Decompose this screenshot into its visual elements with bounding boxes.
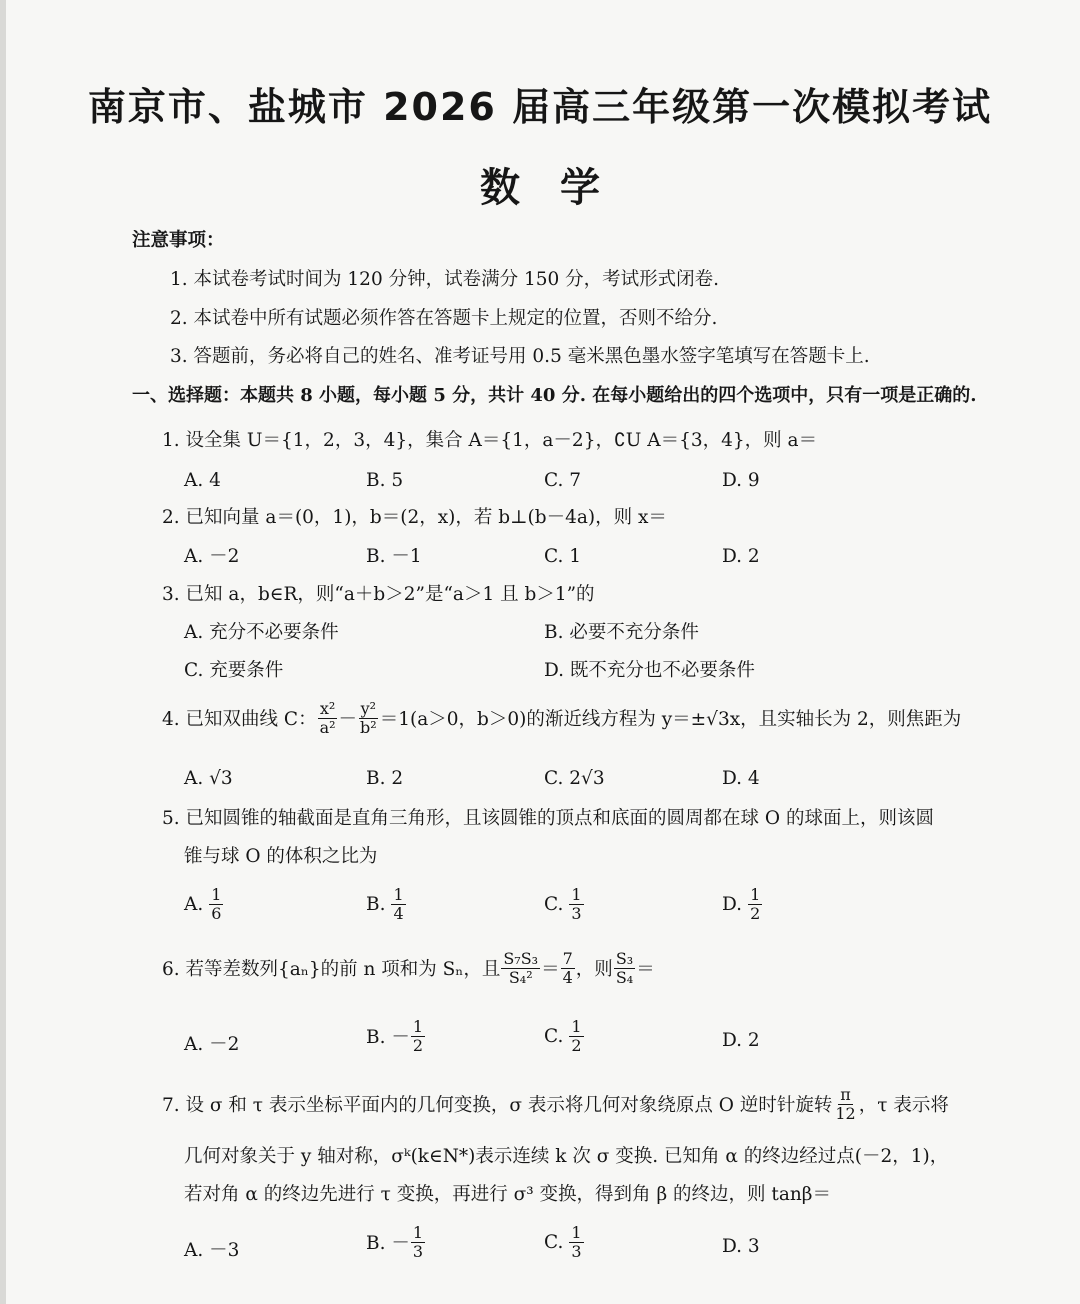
q5-frac-d — [748, 886, 762, 922]
q7-pi-num: π — [840, 1085, 851, 1104]
q6-f2-num: 7 — [562, 949, 573, 968]
q7-option-d — [722, 1236, 760, 1257]
q6-label-c: C. — [544, 1025, 564, 1047]
q6-eq: ＝ — [541, 959, 560, 981]
q6-frac-c — [569, 1018, 583, 1054]
q5-frac-c — [569, 886, 583, 922]
q5-den-a: 6 — [211, 903, 222, 923]
q6-label-b: B. － — [366, 1027, 410, 1049]
q3-option-a: A. 充分不必要条件 — [184, 622, 339, 643]
q7-b-num: 1 — [412, 1223, 424, 1242]
q6-f1-den: S₄² — [508, 967, 533, 987]
question-4-stem — [162, 700, 961, 736]
q5-label-c: C. — [544, 893, 564, 915]
question-2-stem: 2. 已知向量 a＝(0，1)，b＝(2，x)，若 b⊥(b－4a)，则 x＝ — [162, 507, 667, 528]
q6-frac-3 — [614, 950, 635, 986]
q6-option-b — [366, 1018, 426, 1054]
question-7-stem-line3: 若对角 α 的终边先进行 τ 变换，再进行 σ³ 变换，得到角 β 的终边，则 tanβ＝ — [184, 1184, 831, 1205]
q6-frac-b — [411, 1018, 425, 1054]
q6-b-den: 2 — [412, 1035, 424, 1055]
subject-title: 数 学 — [480, 165, 600, 211]
question-7-stem-line2: 几何对象关于 y 轴对称，σᵏ(k∈N*)表示连续 k 次 σ 变换. 已知角 α 的终边经过点(－2，1)， — [184, 1146, 949, 1167]
question-6-stem — [162, 950, 655, 986]
q4-option-b: B. 2 — [366, 768, 404, 789]
q5-den-d: 2 — [750, 903, 761, 923]
notice-item: 3. 答题前，务必将自己的姓名、准考证号用 0.5 毫米黑色墨水签字笔填写在答题卡上. — [170, 346, 870, 367]
q5-num-c: 1 — [571, 885, 582, 904]
q6-c-den: 2 — [571, 1035, 582, 1055]
q6-end: ＝ — [636, 959, 655, 981]
q7-frac-b — [411, 1224, 425, 1260]
q5-option-d — [722, 886, 763, 922]
q7-label-c: C. — [544, 1231, 564, 1253]
q5-label-a: A. — [184, 893, 204, 915]
q5-option-c — [544, 886, 585, 922]
q1-option-a: A. 4 — [184, 470, 221, 491]
q7-option-b — [366, 1224, 426, 1260]
q7-frac-c — [569, 1224, 583, 1260]
question-7-stem-line1 — [162, 1086, 949, 1122]
section-heading: 一、选择题：本题共 8 小题，每小题 5 分，共计 40 分. 在每小题给出的四个选项中，只有一项是正确的. — [132, 385, 977, 406]
q7-line1-post: ，τ 表示将 — [858, 1095, 949, 1117]
q6-b-num: 1 — [412, 1017, 424, 1036]
q5-num-d: 1 — [750, 885, 761, 904]
q7-c-den: 3 — [571, 1241, 582, 1261]
question-5-stem-line1: 5. 已知圆锥的轴截面是直角三角形，且该圆锥的顶点和底面的圆周都在球 O 的球面上，则该圆 — [162, 808, 934, 829]
q4-option-d: D. 4 — [722, 768, 760, 789]
q6-frac-2 — [561, 950, 575, 986]
q7-label-a: A. －3 — [184, 1240, 240, 1261]
q2-option-d: D. 2 — [722, 546, 760, 567]
notice-item: 1. 本试卷考试时间为 120 分钟，试卷满分 150 分，考试形式闭卷. — [170, 269, 720, 290]
q5-frac-a — [209, 886, 223, 922]
q3-option-d: D. 既不充分也不必要条件 — [544, 660, 755, 681]
q4-fraction-x — [318, 700, 338, 736]
q4-minus: － — [338, 709, 358, 731]
q6-mid: ，则 — [575, 959, 613, 981]
q6-label-d: D. 2 — [722, 1030, 760, 1051]
q2-option-c: C. 1 — [544, 546, 582, 567]
q6-f2-den: 4 — [562, 967, 573, 987]
q5-label-d: D. — [722, 893, 743, 915]
q5-option-b — [366, 886, 407, 922]
q7-option-c — [544, 1224, 585, 1260]
q6-f3-den: S₄ — [615, 967, 634, 987]
q2-option-b: B. －1 — [366, 546, 422, 567]
q4-stem-post: ＝1(a＞0，b＞0)的渐近线方程为 y＝±√3x，且实轴长为 2，则焦距为 — [379, 709, 962, 731]
notice-heading: 注意事项： — [132, 230, 225, 251]
q1-option-b: B. 5 — [366, 470, 404, 491]
question-3-stem: 3. 已知 a，b∈R，则“a＋b＞2”是“a＞1 且 b＞1”的 — [162, 584, 595, 605]
q6-f3-num: S₃ — [615, 949, 634, 968]
q7-c-num: 1 — [571, 1223, 582, 1242]
q4-b2: b² — [360, 717, 377, 737]
q7-line1-pre: 7. 设 σ 和 τ 表示坐标平面内的几何变换，σ 表示将几何对象绕原点 O 逆时针旋转 — [162, 1095, 833, 1117]
q6-f1-num: S₇S₃ — [503, 949, 539, 968]
q6-option-c — [544, 1018, 585, 1054]
q4-y2: y² — [360, 699, 377, 718]
q3-option-b: B. 必要不充分条件 — [544, 622, 699, 643]
q5-option-a — [184, 886, 224, 922]
q5-den-b: 4 — [393, 903, 404, 923]
q5-den-c: 3 — [571, 903, 582, 923]
q7-b-den: 3 — [412, 1241, 424, 1261]
q6-c-num: 1 — [571, 1017, 582, 1036]
q5-num-b: 1 — [393, 885, 404, 904]
q6-pre: 6. 若等差数列{aₙ}的前 n 项和为 Sₙ，且 — [162, 959, 501, 981]
q2-option-a: A. －2 — [184, 546, 240, 567]
q1-option-d: D. 9 — [722, 470, 760, 491]
question-1-stem: 1. 设全集 U＝{1，2，3，4}，集合 A＝{1，a－2}，∁U A＝{3，4}，则 a＝ — [162, 430, 818, 451]
notice-item: 2. 本试卷中所有试题必须作答在答题卡上规定的位置，否则不给分. — [170, 308, 718, 329]
q6-frac-1 — [501, 950, 540, 986]
q4-stem-pre: 4. 已知双曲线 C： — [162, 709, 317, 731]
q6-option-a — [184, 1030, 239, 1056]
q3-option-c: C. 充要条件 — [184, 660, 284, 681]
q4-fraction-y — [358, 700, 379, 736]
q5-label-b: B. — [366, 893, 386, 915]
question-5-stem-line2: 锥与球 O 的体积之比为 — [184, 846, 378, 867]
q6-label-a: A. －2 — [184, 1034, 240, 1055]
q7-pi-den: 12 — [835, 1103, 856, 1123]
q6-option-d — [722, 1030, 760, 1051]
q7-label-b: B. － — [366, 1233, 410, 1255]
q4-a2: a² — [319, 717, 336, 737]
q5-frac-b — [391, 886, 405, 922]
q1-option-c: C. 7 — [544, 470, 582, 491]
q7-pi-frac — [833, 1086, 857, 1122]
q4-x2: x² — [319, 699, 336, 718]
q7-option-a — [184, 1236, 239, 1262]
q4-option-c: C. 2√3 — [544, 768, 605, 789]
q4-option-a: A. √3 — [184, 768, 233, 789]
q7-label-d: D. 3 — [722, 1236, 760, 1257]
exam-title: 南京市、盐城市 2026 届高三年级第一次模拟考试 — [87, 85, 993, 129]
q5-num-a: 1 — [211, 885, 222, 904]
